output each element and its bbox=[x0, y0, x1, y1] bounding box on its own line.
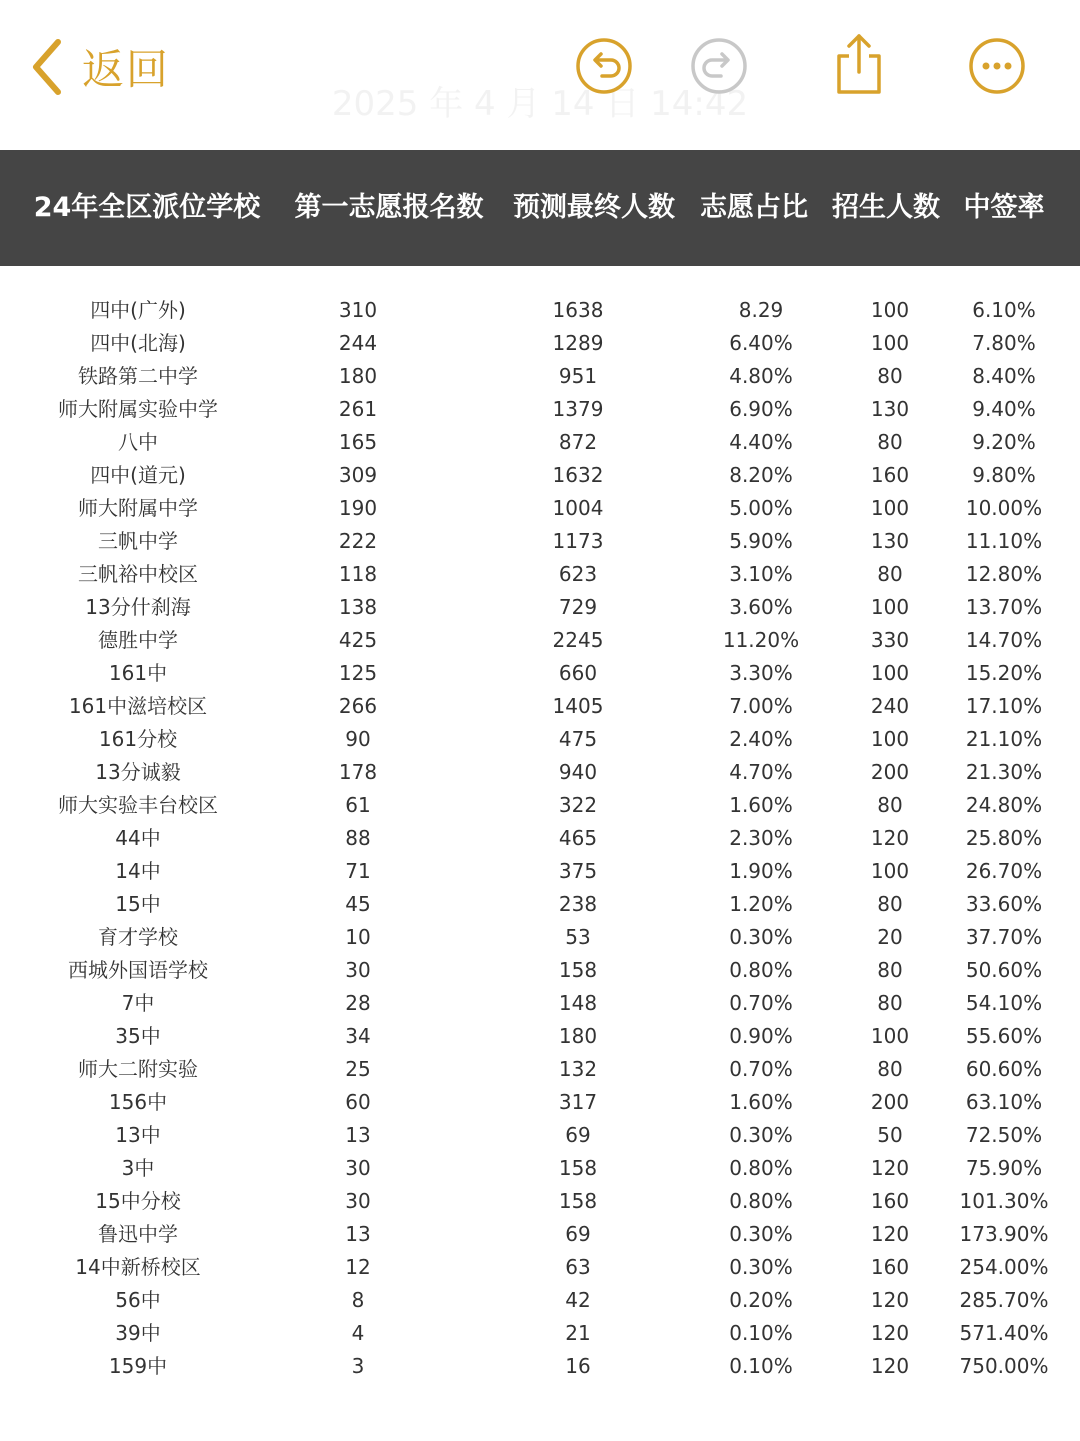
ratio-cell: 0.80% bbox=[729, 1189, 793, 1213]
table-row bbox=[0, 1152, 1080, 1185]
rate-cell: 14.70% bbox=[965, 628, 1043, 652]
ratio-cell: 4.80% bbox=[729, 364, 793, 388]
first-choice-cell: 71 bbox=[345, 859, 371, 883]
rate-cell: 8.40% bbox=[972, 364, 1036, 388]
school-cell: 161分校 bbox=[98, 727, 178, 751]
school-cell: 56中 bbox=[115, 1288, 161, 1312]
rate-cell: 13.70% bbox=[965, 595, 1043, 619]
enrollment-cell: 80 bbox=[877, 991, 903, 1015]
first-choice-cell: 13 bbox=[345, 1222, 371, 1246]
school-cell: 师大附属实验中学 bbox=[58, 397, 218, 421]
table-row bbox=[0, 624, 1080, 657]
enrollment-cell: 160 bbox=[870, 463, 910, 487]
first-choice-cell: 12 bbox=[345, 1255, 371, 1279]
enrollment-cell: 100 bbox=[870, 859, 910, 883]
predicted-cell: 322 bbox=[558, 793, 598, 817]
first-choice-cell: 425 bbox=[338, 628, 378, 652]
table-row bbox=[0, 459, 1080, 492]
table-row bbox=[0, 1350, 1080, 1383]
enrollment-cell: 200 bbox=[870, 1090, 910, 1114]
first-choice-cell: 118 bbox=[338, 562, 378, 586]
table-row bbox=[0, 1317, 1080, 1350]
predicted-cell: 623 bbox=[558, 562, 598, 586]
predicted-cell: 1638 bbox=[552, 298, 604, 322]
school-cell: 育才学校 bbox=[98, 925, 178, 949]
first-choice-cell: 309 bbox=[338, 463, 378, 487]
enrollment-cell: 160 bbox=[870, 1255, 910, 1279]
table-row bbox=[0, 987, 1080, 1020]
predicted-cell: 317 bbox=[558, 1090, 598, 1114]
rate-cell: 285.70% bbox=[959, 1288, 1049, 1312]
predicted-cell: 1173 bbox=[552, 529, 604, 553]
ratio-cell: 4.70% bbox=[729, 760, 793, 784]
ratio-cell: 2.30% bbox=[729, 826, 793, 850]
table-row bbox=[0, 855, 1080, 888]
table-row bbox=[0, 360, 1080, 393]
rate-cell: 6.10% bbox=[972, 298, 1036, 322]
rate-cell: 12.80% bbox=[965, 562, 1043, 586]
rate-cell: 63.10% bbox=[965, 1090, 1043, 1114]
ratio-cell: 0.80% bbox=[729, 958, 793, 982]
ratio-cell: 0.20% bbox=[729, 1288, 793, 1312]
more-button[interactable] bbox=[967, 36, 1027, 96]
predicted-cell: 158 bbox=[558, 1156, 598, 1180]
enrollment-cell: 120 bbox=[870, 826, 910, 850]
table-row bbox=[0, 888, 1080, 921]
rate-cell: 60.60% bbox=[965, 1057, 1043, 1081]
predicted-cell: 132 bbox=[558, 1057, 598, 1081]
ratio-cell: 0.10% bbox=[729, 1321, 793, 1345]
ratio-cell: 5.90% bbox=[729, 529, 793, 553]
enrollment-cell: 100 bbox=[870, 298, 910, 322]
table-row bbox=[0, 558, 1080, 591]
rate-cell: 33.60% bbox=[965, 892, 1043, 916]
enrollment-cell: 100 bbox=[870, 727, 910, 751]
enrollment-cell: 130 bbox=[870, 529, 910, 553]
ratio-cell: 1.90% bbox=[729, 859, 793, 883]
rate-cell: 571.40% bbox=[959, 1321, 1049, 1345]
predicted-cell: 1632 bbox=[552, 463, 604, 487]
first-choice-cell: 266 bbox=[338, 694, 378, 718]
school-cell: 161中滋培校区 bbox=[68, 694, 208, 718]
school-cell: 13中 bbox=[115, 1123, 161, 1147]
school-cell: 师大实验丰台校区 bbox=[58, 793, 218, 817]
table-row bbox=[0, 723, 1080, 756]
enrollment-cell: 120 bbox=[870, 1222, 910, 1246]
enrollment-cell: 240 bbox=[870, 694, 910, 718]
predicted-cell: 951 bbox=[558, 364, 598, 388]
redo-icon bbox=[689, 36, 749, 96]
predicted-cell: 1004 bbox=[552, 496, 604, 520]
ratio-cell: 1.60% bbox=[729, 793, 793, 817]
enrollment-cell: 330 bbox=[870, 628, 910, 652]
enrollment-cell: 120 bbox=[870, 1354, 910, 1378]
enrollment-cell: 100 bbox=[870, 496, 910, 520]
school-cell: 德胜中学 bbox=[98, 628, 178, 652]
enrollment-cell: 80 bbox=[877, 1057, 903, 1081]
table-row bbox=[0, 327, 1080, 360]
table-row bbox=[0, 525, 1080, 558]
ratio-cell: 5.00% bbox=[729, 496, 793, 520]
table-row bbox=[0, 690, 1080, 723]
predicted-cell: 148 bbox=[558, 991, 598, 1015]
table-body bbox=[0, 294, 1080, 1383]
enrollment-cell: 200 bbox=[870, 760, 910, 784]
first-choice-cell: 261 bbox=[338, 397, 378, 421]
first-choice-cell: 13 bbox=[345, 1123, 371, 1147]
header-lottery-rate: 中签率 bbox=[963, 192, 1045, 223]
table-row bbox=[0, 1086, 1080, 1119]
rate-cell: 37.70% bbox=[965, 925, 1043, 949]
school-cell: 西城外国语学校 bbox=[68, 958, 208, 982]
ratio-cell: 3.10% bbox=[729, 562, 793, 586]
undo-icon bbox=[574, 36, 634, 96]
enrollment-cell: 130 bbox=[870, 397, 910, 421]
enrollment-cell: 160 bbox=[870, 1189, 910, 1213]
first-choice-cell: 34 bbox=[345, 1024, 371, 1048]
enrollment-cell: 100 bbox=[870, 595, 910, 619]
first-choice-cell: 45 bbox=[345, 892, 371, 916]
school-cell: 14中新桥校区 bbox=[75, 1255, 201, 1279]
rate-cell: 54.10% bbox=[965, 991, 1043, 1015]
ratio-cell: 0.30% bbox=[729, 1255, 793, 1279]
ratio-cell: 0.10% bbox=[729, 1354, 793, 1378]
enrollment-cell: 50 bbox=[877, 1123, 903, 1147]
enrollment-cell: 120 bbox=[870, 1288, 910, 1312]
predicted-cell: 69 bbox=[565, 1123, 591, 1147]
table-row bbox=[0, 822, 1080, 855]
predicted-cell: 465 bbox=[558, 826, 598, 850]
first-choice-cell: 180 bbox=[338, 364, 378, 388]
school-cell: 3中 bbox=[121, 1156, 155, 1180]
first-choice-cell: 60 bbox=[345, 1090, 371, 1114]
school-cell: 三帆裕中校区 bbox=[78, 562, 198, 586]
school-cell: 14中 bbox=[115, 859, 161, 883]
first-choice-cell: 3 bbox=[351, 1354, 365, 1378]
first-choice-cell: 90 bbox=[345, 727, 371, 751]
school-cell: 15中分校 bbox=[95, 1189, 181, 1213]
enrollment-cell: 80 bbox=[877, 958, 903, 982]
table-row bbox=[0, 492, 1080, 525]
rate-cell: 9.80% bbox=[972, 463, 1036, 487]
share-icon bbox=[829, 30, 889, 98]
header-predicted-final: 预测最终人数 bbox=[513, 192, 675, 223]
rate-cell: 72.50% bbox=[965, 1123, 1043, 1147]
enrollment-cell: 80 bbox=[877, 892, 903, 916]
school-cell: 15中 bbox=[115, 892, 161, 916]
school-cell: 159中 bbox=[108, 1354, 168, 1378]
rate-cell: 101.30% bbox=[959, 1189, 1049, 1213]
school-cell: 161中 bbox=[108, 661, 168, 685]
enrollment-cell: 120 bbox=[870, 1321, 910, 1345]
share-button[interactable] bbox=[829, 30, 889, 98]
ratio-cell: 2.40% bbox=[729, 727, 793, 751]
first-choice-cell: 30 bbox=[345, 1156, 371, 1180]
first-choice-cell: 178 bbox=[338, 760, 378, 784]
header-first-choice-count: 第一志愿报名数 bbox=[294, 192, 484, 223]
ratio-cell: 1.60% bbox=[729, 1090, 793, 1114]
school-cell: 师大二附实验 bbox=[78, 1057, 198, 1081]
table-row bbox=[0, 789, 1080, 822]
predicted-cell: 16 bbox=[565, 1354, 591, 1378]
rate-cell: 254.00% bbox=[959, 1255, 1049, 1279]
predicted-cell: 63 bbox=[565, 1255, 591, 1279]
school-cell: 四中(广外) bbox=[90, 298, 186, 322]
redo-button[interactable] bbox=[689, 36, 749, 96]
table-row bbox=[0, 1251, 1080, 1284]
ratio-cell: 0.70% bbox=[729, 991, 793, 1015]
rate-cell: 9.20% bbox=[972, 430, 1036, 454]
rate-cell: 750.00% bbox=[959, 1354, 1049, 1378]
ratio-cell: 6.90% bbox=[729, 397, 793, 421]
rate-cell: 17.10% bbox=[965, 694, 1043, 718]
table-row bbox=[0, 591, 1080, 624]
predicted-cell: 158 bbox=[558, 1189, 598, 1213]
ratio-cell: 4.40% bbox=[729, 430, 793, 454]
school-cell: 四中(北海) bbox=[90, 331, 186, 355]
predicted-cell: 660 bbox=[558, 661, 598, 685]
first-choice-cell: 190 bbox=[338, 496, 378, 520]
rate-cell: 24.80% bbox=[965, 793, 1043, 817]
rate-cell: 9.40% bbox=[972, 397, 1036, 421]
enrollment-cell: 80 bbox=[877, 364, 903, 388]
rate-cell: 26.70% bbox=[965, 859, 1043, 883]
school-cell: 八中 bbox=[118, 430, 158, 454]
school-cell: 鲁迅中学 bbox=[98, 1222, 178, 1246]
top-toolbar bbox=[0, 0, 1080, 150]
undo-button[interactable] bbox=[574, 36, 634, 96]
predicted-cell: 238 bbox=[558, 892, 598, 916]
rate-cell: 75.90% bbox=[965, 1156, 1043, 1180]
enrollment-cell: 80 bbox=[877, 793, 903, 817]
predicted-cell: 53 bbox=[565, 925, 591, 949]
header-choice-ratio: 志愿占比 bbox=[700, 192, 808, 223]
enrollment-cell: 100 bbox=[870, 1024, 910, 1048]
header-school: 24年全区派位学校 bbox=[33, 192, 261, 223]
ratio-cell: 0.80% bbox=[729, 1156, 793, 1180]
first-choice-cell: 10 bbox=[345, 925, 371, 949]
header-enrollment: 招生人数 bbox=[832, 192, 940, 223]
enrollment-cell: 100 bbox=[870, 331, 910, 355]
predicted-cell: 1405 bbox=[552, 694, 604, 718]
ratio-cell: 6.40% bbox=[729, 331, 793, 355]
predicted-cell: 69 bbox=[565, 1222, 591, 1246]
ratio-cell: 0.30% bbox=[729, 1123, 793, 1147]
ratio-cell: 8.20% bbox=[729, 463, 793, 487]
first-choice-cell: 165 bbox=[338, 430, 378, 454]
table-row bbox=[0, 1020, 1080, 1053]
school-cell: 四中(道元) bbox=[90, 463, 186, 487]
first-choice-cell: 30 bbox=[345, 958, 371, 982]
enrollment-cell: 80 bbox=[877, 562, 903, 586]
table-row bbox=[0, 1119, 1080, 1152]
ratio-cell: 3.30% bbox=[729, 661, 793, 685]
first-choice-cell: 4 bbox=[351, 1321, 365, 1345]
table-row bbox=[0, 1284, 1080, 1317]
first-choice-cell: 30 bbox=[345, 1189, 371, 1213]
predicted-cell: 475 bbox=[558, 727, 598, 751]
rate-cell: 15.20% bbox=[965, 661, 1043, 685]
school-cell: 13分什刹海 bbox=[85, 595, 191, 619]
predicted-cell: 729 bbox=[558, 595, 598, 619]
school-cell: 铁路第二中学 bbox=[78, 364, 198, 388]
predicted-cell: 180 bbox=[558, 1024, 598, 1048]
table-row bbox=[0, 1185, 1080, 1218]
predicted-cell: 872 bbox=[558, 430, 598, 454]
rate-cell: 50.60% bbox=[965, 958, 1043, 982]
school-cell: 三帆中学 bbox=[98, 529, 178, 553]
school-cell: 35中 bbox=[115, 1024, 161, 1048]
ratio-cell: 0.30% bbox=[729, 925, 793, 949]
ratio-cell: 3.60% bbox=[729, 595, 793, 619]
first-choice-cell: 28 bbox=[345, 991, 371, 1015]
rate-cell: 7.80% bbox=[972, 331, 1036, 355]
predicted-cell: 1289 bbox=[552, 331, 604, 355]
table-row bbox=[0, 393, 1080, 426]
rate-cell: 21.30% bbox=[965, 760, 1043, 784]
enrollment-cell: 100 bbox=[870, 661, 910, 685]
ratio-cell: 1.20% bbox=[729, 892, 793, 916]
first-choice-cell: 25 bbox=[345, 1057, 371, 1081]
table-row bbox=[0, 294, 1080, 327]
first-choice-cell: 222 bbox=[338, 529, 378, 553]
first-choice-cell: 61 bbox=[345, 793, 371, 817]
table-row bbox=[0, 1218, 1080, 1251]
ratio-cell: 7.00% bbox=[729, 694, 793, 718]
enrollment-cell: 120 bbox=[870, 1156, 910, 1180]
school-cell: 44中 bbox=[115, 826, 161, 850]
ratio-cell: 8.29 bbox=[738, 298, 784, 322]
table-row bbox=[0, 1053, 1080, 1086]
rate-cell: 21.10% bbox=[965, 727, 1043, 751]
table-row bbox=[0, 921, 1080, 954]
first-choice-cell: 138 bbox=[338, 595, 378, 619]
predicted-cell: 42 bbox=[565, 1288, 591, 1312]
school-cell: 7中 bbox=[121, 991, 155, 1015]
ratio-cell: 11.20% bbox=[722, 628, 800, 652]
predicted-cell: 21 bbox=[565, 1321, 591, 1345]
first-choice-cell: 125 bbox=[338, 661, 378, 685]
table-row bbox=[0, 954, 1080, 987]
enrollment-cell: 80 bbox=[877, 430, 903, 454]
ratio-cell: 0.30% bbox=[729, 1222, 793, 1246]
ratio-cell: 0.90% bbox=[729, 1024, 793, 1048]
school-cell: 39中 bbox=[115, 1321, 161, 1345]
rate-cell: 55.60% bbox=[965, 1024, 1043, 1048]
first-choice-cell: 310 bbox=[338, 298, 378, 322]
more-icon bbox=[967, 36, 1027, 96]
predicted-cell: 158 bbox=[558, 958, 598, 982]
table-row bbox=[0, 756, 1080, 789]
first-choice-cell: 244 bbox=[338, 331, 378, 355]
predicted-cell: 1379 bbox=[552, 397, 604, 421]
table-row bbox=[0, 657, 1080, 690]
rate-cell: 173.90% bbox=[959, 1222, 1049, 1246]
first-choice-cell: 88 bbox=[345, 826, 371, 850]
table-row bbox=[0, 426, 1080, 459]
school-cell: 156中 bbox=[108, 1090, 168, 1114]
predicted-cell: 940 bbox=[558, 760, 598, 784]
ratio-cell: 0.70% bbox=[729, 1057, 793, 1081]
rate-cell: 10.00% bbox=[965, 496, 1043, 520]
rate-cell: 11.10% bbox=[965, 529, 1043, 553]
first-choice-cell: 8 bbox=[351, 1288, 365, 1312]
school-cell: 13分诚毅 bbox=[95, 760, 181, 784]
predicted-cell: 2245 bbox=[552, 628, 604, 652]
table-header bbox=[0, 150, 1080, 266]
rate-cell: 25.80% bbox=[965, 826, 1043, 850]
enrollment-cell: 20 bbox=[877, 925, 903, 949]
back-label: 返回 bbox=[82, 45, 171, 94]
school-cell: 师大附属中学 bbox=[78, 496, 198, 520]
timestamp: 2025 年 4 月 14 日 14:42 bbox=[331, 84, 749, 124]
predicted-cell: 375 bbox=[558, 859, 598, 883]
